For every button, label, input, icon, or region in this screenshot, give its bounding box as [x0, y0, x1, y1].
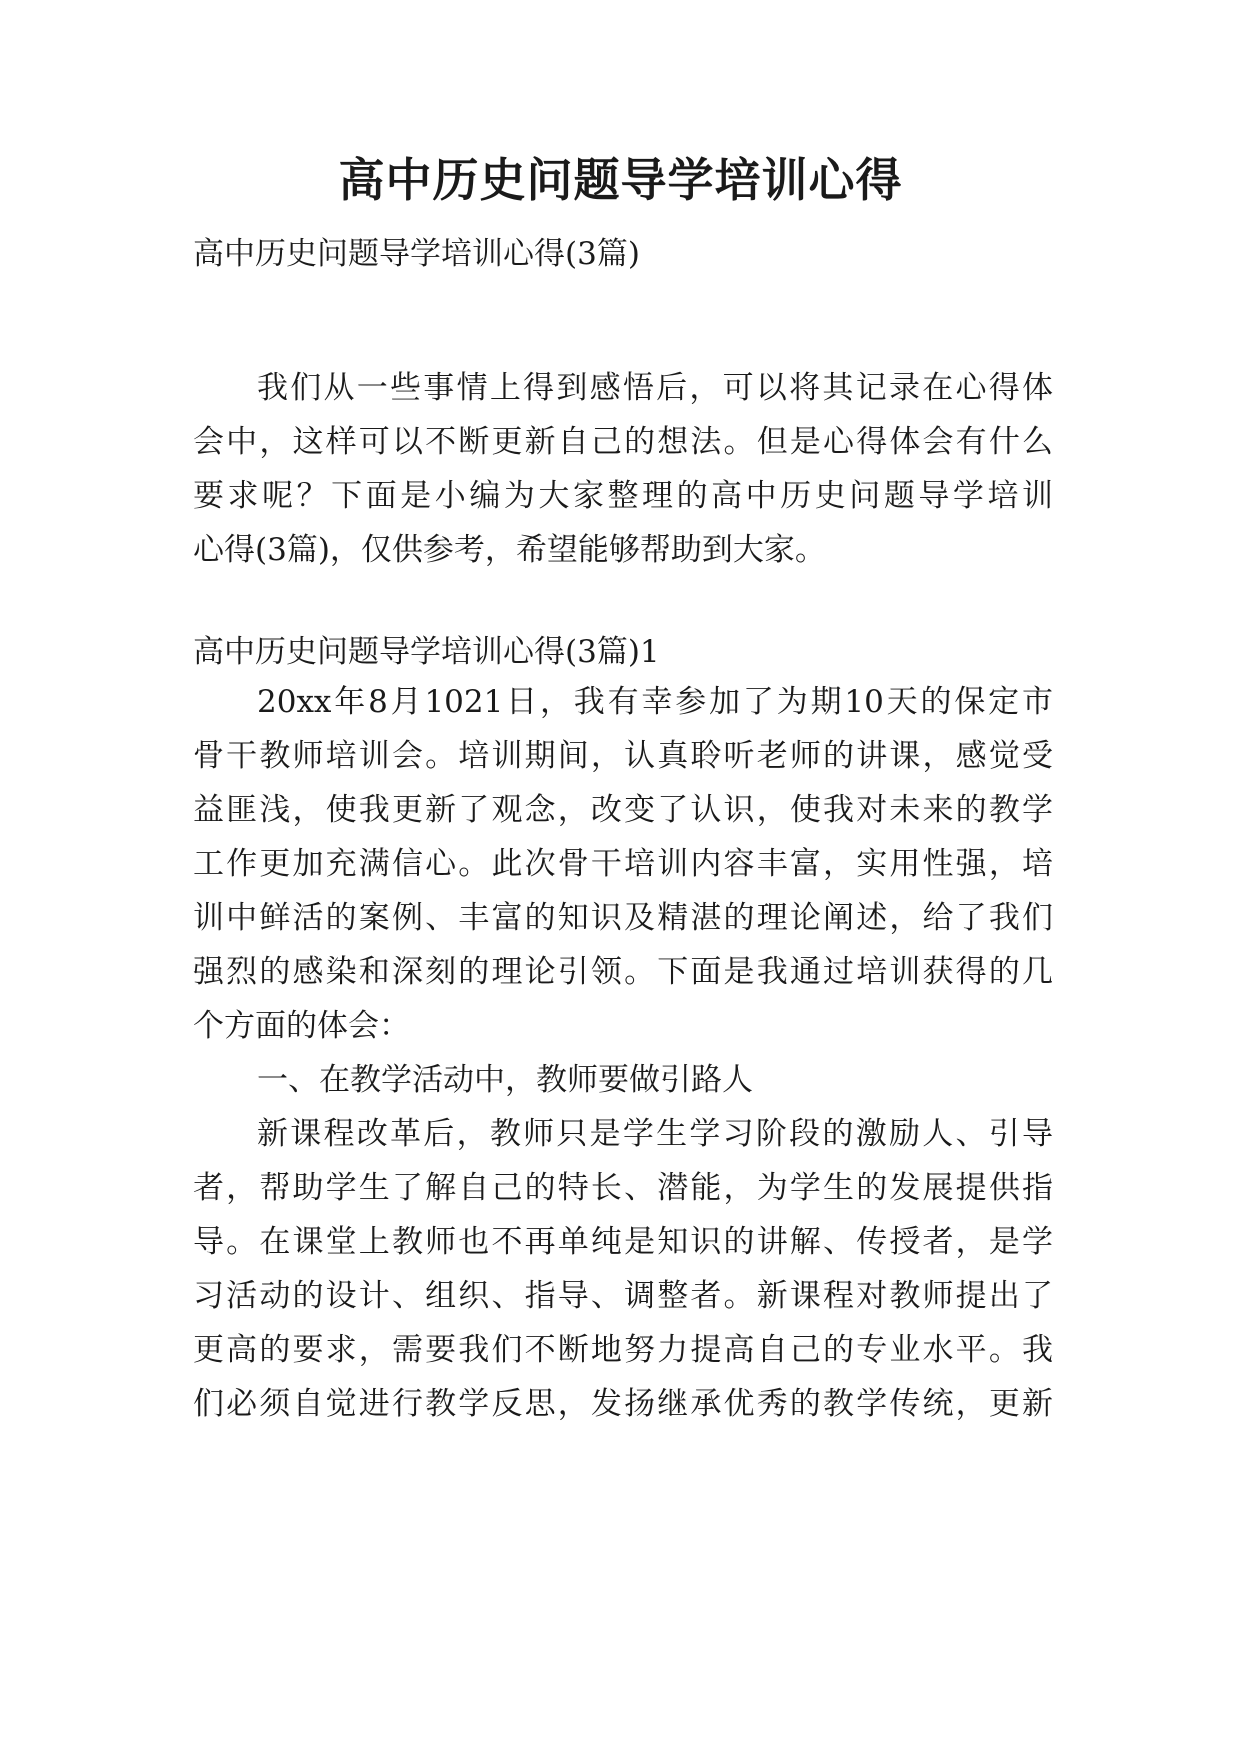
- paragraph-line: 骨干教师培训会。培训期间，认真聆听老师的讲课，感觉受: [193, 738, 1053, 774]
- intro-line: 会中，这样可以不断更新自己的想法。但是心得体会有什么: [193, 424, 1053, 460]
- paragraph-line: 20xx年8月1021日，我有幸参加了为期10天的保定市: [257, 684, 1053, 720]
- intro-line: 我们从一些事情上得到感悟后，可以将其记录在心得体: [257, 370, 1053, 406]
- paragraph-line: 们必须自觉进行教学反思，发扬继承优秀的教学传统，更新: [193, 1386, 1053, 1422]
- paragraph-line: 工作更加充满信心。此次骨干培训内容丰富，实用性强，培: [193, 846, 1053, 882]
- point-heading: 一、在教学活动中，教师要做引路人: [257, 1062, 753, 1098]
- intro-line: 心得(3篇)，仅供参考，希望能够帮助到大家。: [193, 532, 826, 568]
- paragraph-line: 更高的要求，需要我们不断地努力提高自己的专业水平。我: [193, 1332, 1053, 1368]
- paragraph-line: 益匪浅，使我更新了观念，改变了认识，使我对未来的教学: [193, 792, 1053, 828]
- paragraph-line: 习活动的设计、组织、指导、调整者。新课程对教师提出了: [193, 1278, 1053, 1314]
- page-title: 高中历史问题导学培训心得: [338, 153, 903, 207]
- paragraph-line: 导。在课堂上教师也不再单纯是知识的讲解、传授者，是学: [193, 1224, 1053, 1260]
- section-heading: 高中历史问题导学培训心得(3篇)1: [193, 634, 660, 670]
- paragraph-line: 者，帮助学生了解自己的特长、潜能，为学生的发展提供指: [193, 1170, 1053, 1206]
- intro-line: 要求呢？下面是小编为大家整理的高中历史问题导学培训: [193, 478, 1053, 514]
- paragraph-line: 训中鲜活的案例、丰富的知识及精湛的理论阐述，给了我们: [193, 900, 1053, 936]
- paragraph-line: 个方面的体会：: [193, 1008, 410, 1044]
- paragraph-line: 新课程改革后，教师只是学生学习阶段的激励人、引导: [257, 1116, 1053, 1152]
- document-subtitle: 高中历史问题导学培训心得(3篇): [193, 236, 640, 272]
- paragraph-line: 强烈的感染和深刻的理论引领。下面是我通过培训获得的几: [193, 954, 1053, 990]
